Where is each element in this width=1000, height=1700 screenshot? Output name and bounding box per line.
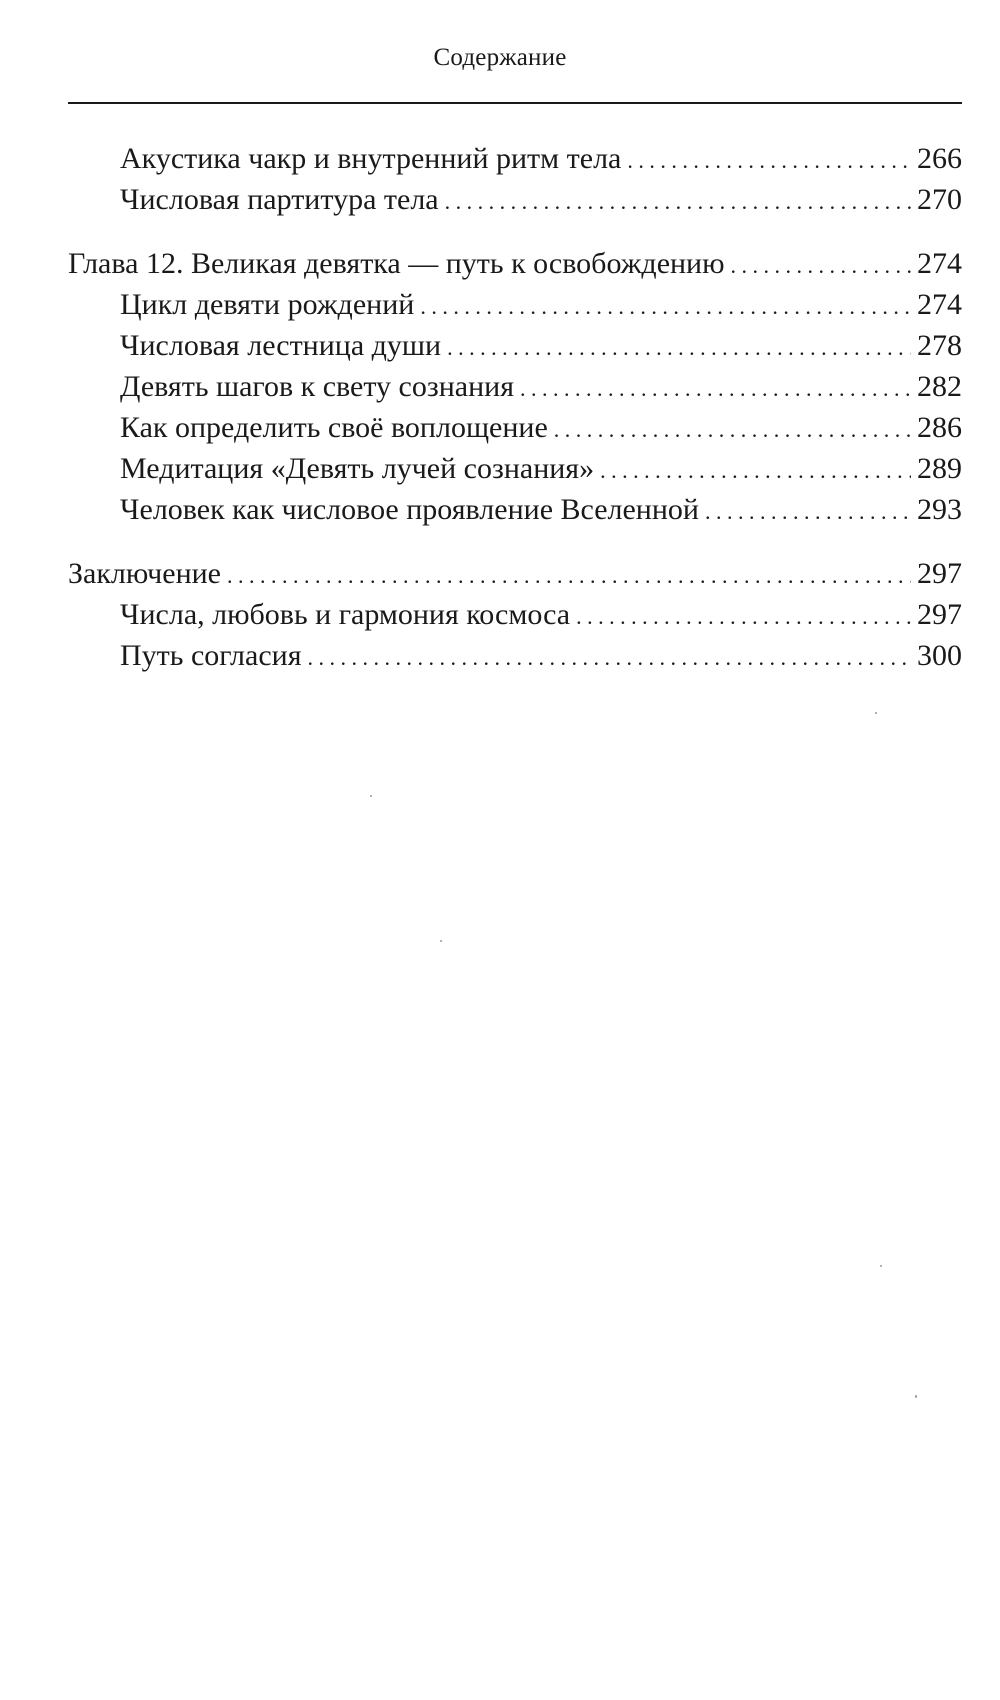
toc-entry-page: 289 (917, 452, 962, 485)
toc-entry-page: 274 (917, 288, 962, 321)
toc-entry (68, 594, 962, 635)
toc-entry-page: 297 (917, 557, 962, 590)
dot-leader (627, 138, 911, 181)
toc-entry (68, 366, 962, 407)
toc-entry-page: 286 (917, 411, 962, 444)
toc-entry-page: 300 (917, 639, 962, 672)
toc-entry-title: Числовая партитура тела (120, 183, 439, 216)
toc-entry-title: Медитация «Девять лучей сознания» (120, 452, 595, 485)
toc-entry (68, 325, 962, 366)
table-of-contents (68, 138, 962, 676)
dot-leader (227, 553, 911, 596)
toc-entry-title: Цикл девяти рождений (120, 288, 415, 321)
scan-speck (880, 1265, 882, 1267)
toc-chapter-entry (68, 553, 962, 594)
toc-entry-title: Глава 12. Великая девятка — путь к освобождению (68, 247, 725, 280)
toc-entry-title: Девять шагов к свету сознания (120, 370, 514, 403)
dot-leader (447, 325, 911, 368)
dot-leader (554, 407, 911, 450)
toc-entry-page: 274 (917, 247, 962, 280)
dot-leader (576, 594, 911, 637)
dot-leader (731, 243, 911, 286)
running-head: Содержание (433, 44, 567, 71)
dot-leader (600, 448, 911, 491)
dot-leader (308, 635, 911, 678)
toc-entry-page: 266 (917, 142, 962, 175)
toc-entry-title: Заключение (68, 557, 221, 590)
toc-entry-title: Человек как числовое проявление Вселенной (120, 493, 699, 526)
header-rule (68, 102, 962, 104)
toc-entry-title: Как определить своё воплощение (120, 411, 548, 444)
toc-entry-page: 297 (917, 598, 962, 631)
toc-entry-page: 293 (917, 493, 962, 526)
toc-entry (68, 138, 962, 179)
dot-leader (420, 284, 911, 327)
toc-entry (68, 179, 962, 220)
toc-entry (68, 448, 962, 489)
toc-entry (68, 284, 962, 325)
toc-entry (68, 489, 962, 530)
dot-leader (520, 366, 911, 409)
dot-leader (445, 179, 911, 222)
scan-speck (440, 940, 442, 942)
toc-entry-page: 270 (917, 183, 962, 216)
scan-speck (875, 712, 877, 714)
toc-entry-page: 278 (917, 329, 962, 362)
toc-entry-title: Путь согласия (120, 639, 302, 672)
toc-entry (68, 635, 962, 676)
toc-entry-title: Числовая лестница души (120, 329, 442, 362)
toc-entry (68, 407, 962, 448)
toc-entry-title: Числа, любовь и гармония космоса (120, 598, 571, 631)
toc-entry-page: 282 (917, 370, 962, 403)
toc-chapter-entry (68, 243, 962, 284)
dot-leader (705, 489, 911, 532)
scan-speck (915, 1395, 917, 1398)
scan-speck (370, 795, 372, 797)
toc-entry-title: Акустика чакр и внутренний ритм тела (120, 142, 622, 175)
